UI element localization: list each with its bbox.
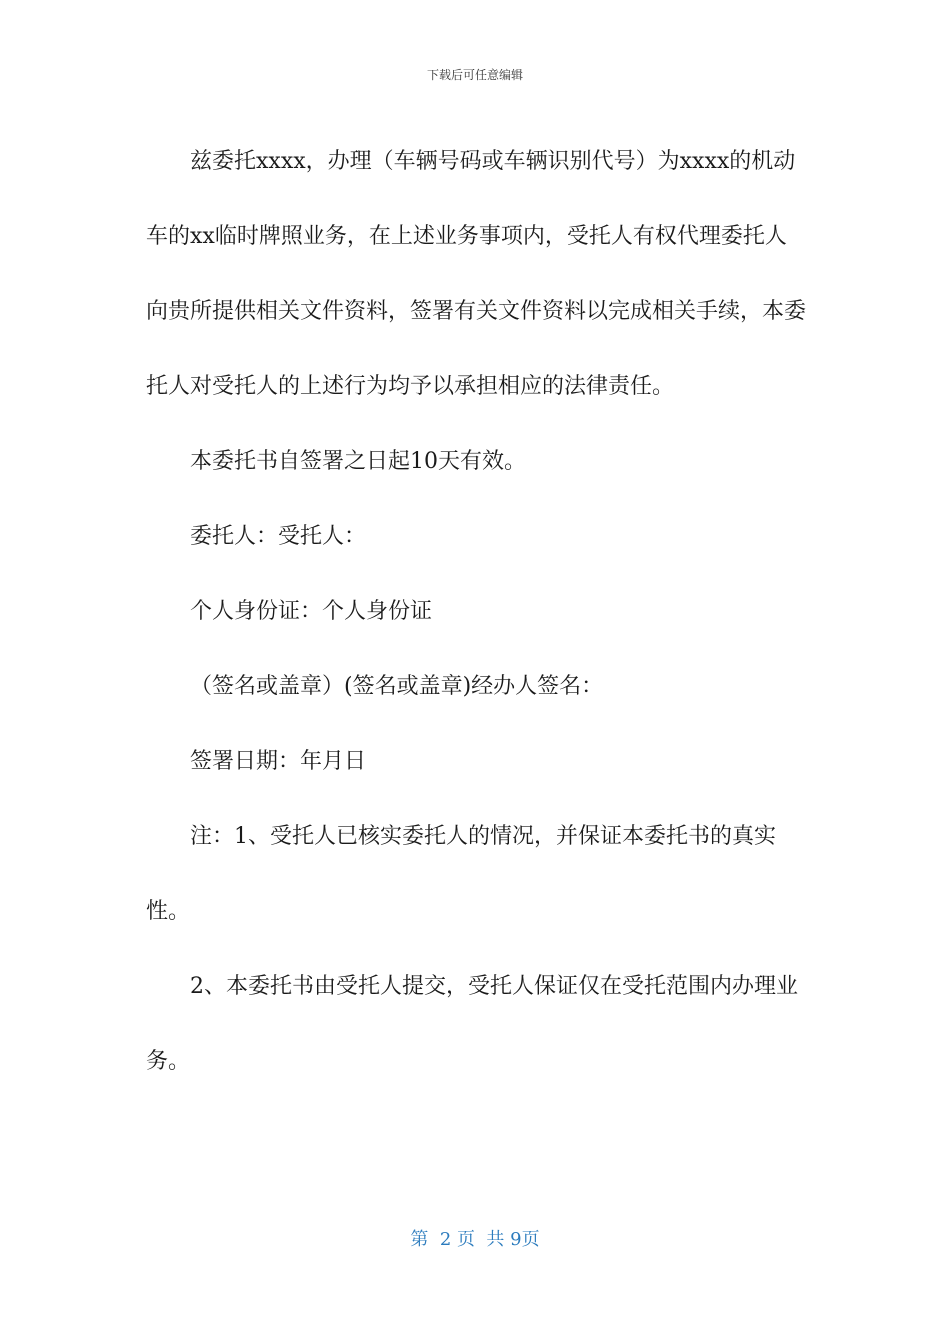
paragraph-note-1: 注：1、受托人已核实委托人的情况，并保证本委托书的真实性。 bbox=[146, 824, 776, 924]
paragraph-id-card: 个人身份证：个人身份证 bbox=[190, 599, 433, 624]
paragraph-authorization: 兹委托xxxx，办理（车辆号码或车辆识别代号）为xxxx的机动车的xx临时牌照业务，在上述业务事项内，受托人有权代理委托人向贵所提供相关文件资料，签署有关文件资料以完成相关手续，本委托人对受托人的上述行为均予以承担相应的法律责任。 bbox=[146, 149, 807, 399]
page-number: 第 2 页 共 9页 bbox=[410, 1229, 540, 1250]
document-body bbox=[146, 124, 806, 1099]
paragraph-validity: 本委托书自签署之日起10天有效。 bbox=[190, 449, 526, 474]
paragraph-parties: 委托人：受托人： bbox=[190, 524, 367, 549]
paragraph-sign-date: 签署日期：年月日 bbox=[190, 749, 367, 774]
paragraph-note-2: 2、本委托书由受托人提交，受托人保证仅在受托范围内办理业务。 bbox=[146, 974, 798, 1074]
paragraph-signature: （签名或盖章）(签名或盖章)经办人签名： bbox=[190, 674, 604, 699]
header-note: 下载后可任意编辑 bbox=[426, 68, 523, 82]
